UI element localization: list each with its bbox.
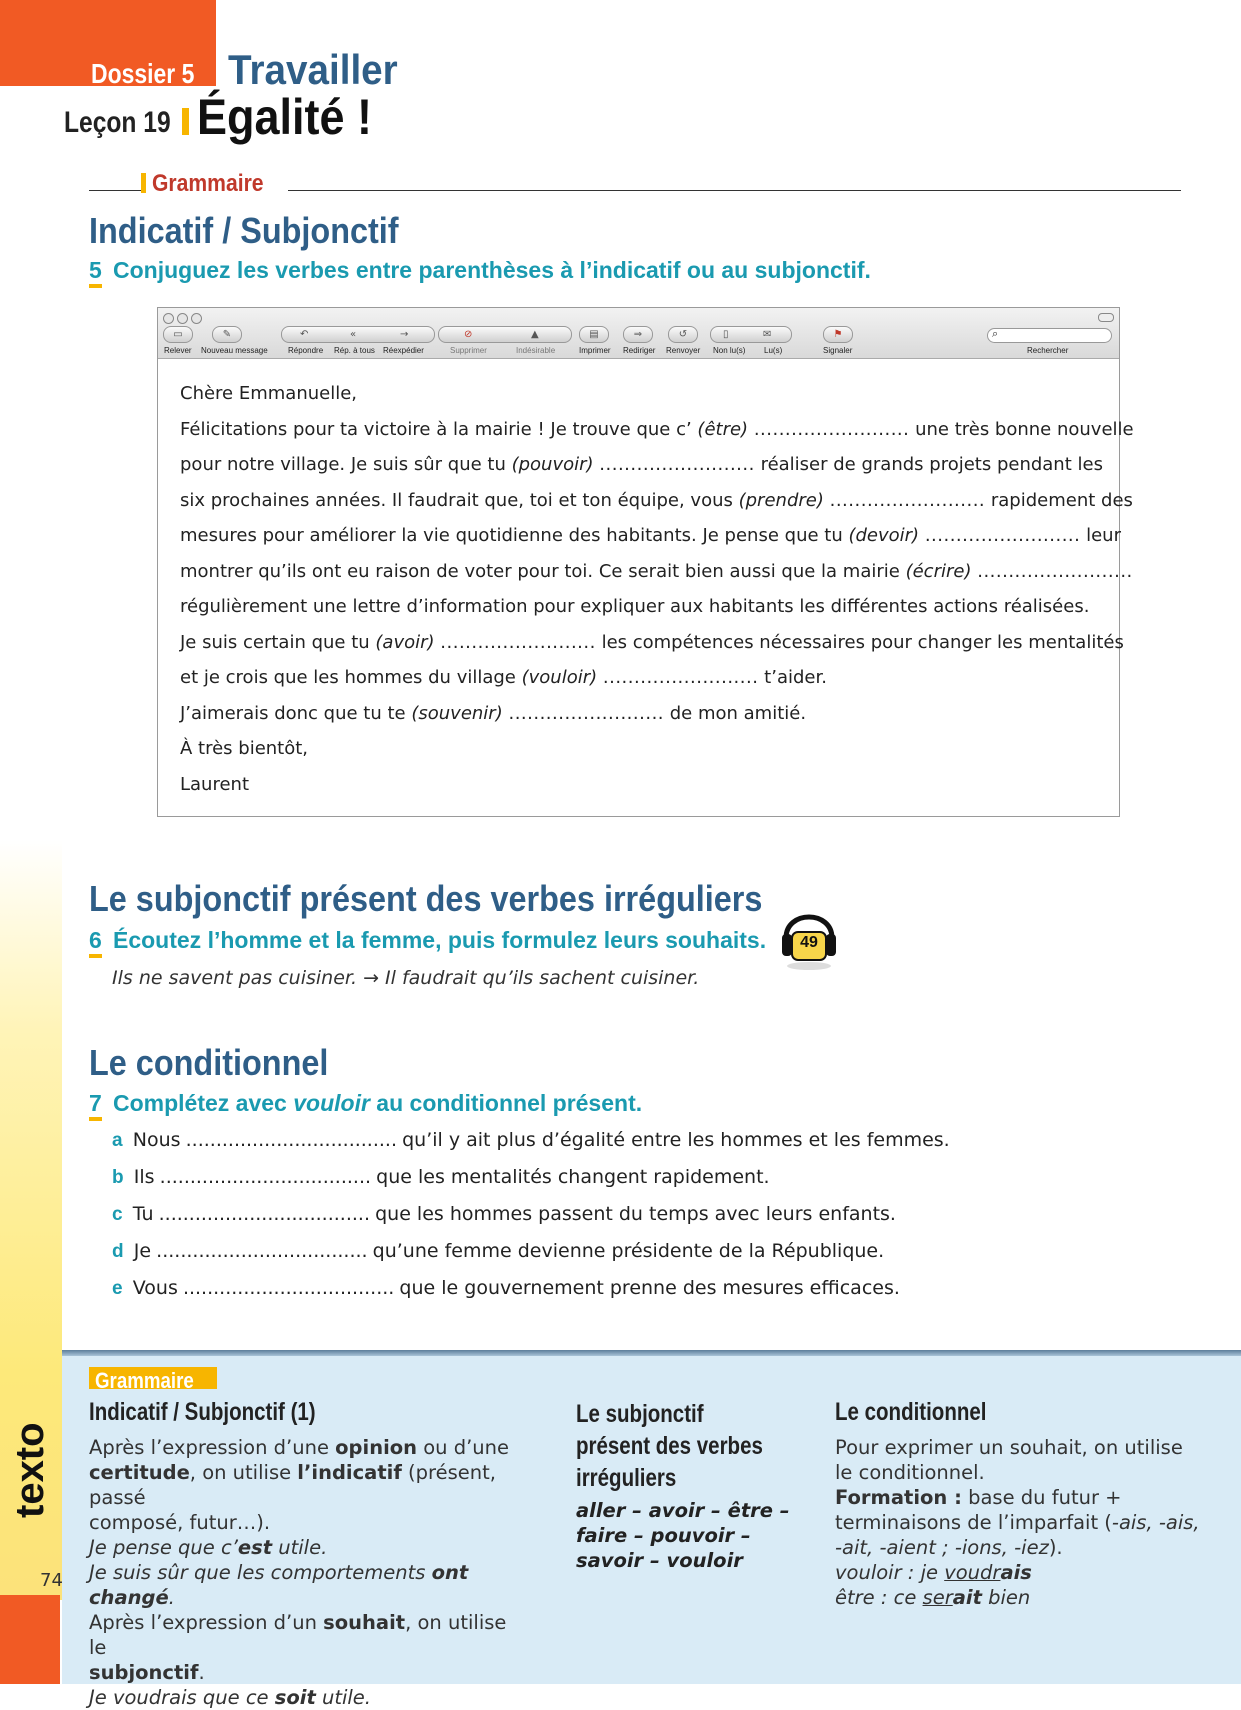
toolbar-label-reexpedier: Réexpédier xyxy=(383,346,424,355)
reply-group-button[interactable] xyxy=(281,326,435,343)
search-input[interactable] xyxy=(987,328,1112,343)
item-start: Nous xyxy=(132,1129,181,1151)
panel-example xyxy=(89,1535,529,1560)
lecon-separator xyxy=(182,108,189,135)
panel-col1-text xyxy=(89,1435,529,1710)
exercise-instruction-6: Écoutez l’homme et la femme, puis formulez leurs souhaits. xyxy=(113,927,767,953)
panel-col2-title-line: irréguliers xyxy=(576,1464,677,1492)
tag-rule-right xyxy=(288,190,1181,191)
mail-toolbar xyxy=(158,308,1119,359)
verb-hint: (écrire) xyxy=(905,560,972,582)
text-italic: utile. xyxy=(315,1686,371,1709)
text: rapidement des xyxy=(985,489,1133,511)
exercise-7-list xyxy=(112,1129,950,1314)
text: Après l’expression d’une xyxy=(89,1436,336,1459)
answer-blank[interactable]: ................................... xyxy=(182,1277,395,1299)
text: ). xyxy=(1048,1536,1063,1559)
toolbar-label-nouveau-message: Nouveau message xyxy=(201,346,268,355)
toolbar-label-relever: Relever xyxy=(164,346,192,355)
panel-col1-title: Indicatif / Subjonctif (1) xyxy=(89,1398,316,1426)
redirect-icon: ⇒ xyxy=(633,329,643,340)
text-bold: opinion xyxy=(335,1436,418,1459)
panel-line: Pour exprimer un souhait, on utilise xyxy=(835,1436,1183,1459)
renvoyer-button[interactable] xyxy=(668,326,698,343)
forward-icon: → xyxy=(400,329,409,340)
toolbar-label-renvoyer: Renvoyer xyxy=(666,346,701,355)
toolbar-label-rep-a-tous: Rép. à tous xyxy=(334,346,375,355)
panel-line xyxy=(89,1435,529,1460)
exercise-instruction-7 xyxy=(113,1090,642,1117)
list-item xyxy=(112,1166,950,1203)
text-bold: souhait xyxy=(323,1611,406,1634)
dossier-label: Dossier 5 xyxy=(91,58,195,89)
verb-hint: (vouloir) xyxy=(521,667,598,688)
compose-icon: ✎ xyxy=(222,329,232,340)
text: au conditionnel présent. xyxy=(369,1090,643,1116)
text: Je suis certain que tu xyxy=(180,631,376,653)
panel-col3-text xyxy=(835,1435,1205,1610)
list-item xyxy=(112,1277,950,1314)
dossier-title: Travailler xyxy=(228,46,398,93)
answer-blank[interactable]: ......................... xyxy=(508,702,665,724)
read-icon: ✉ xyxy=(763,329,772,340)
panel-col2-title-line: présent des verbes xyxy=(576,1432,763,1460)
list-item xyxy=(112,1203,950,1240)
delete-icon: ⊘ xyxy=(464,329,473,340)
exercise-number-underline xyxy=(89,954,102,958)
mail-line-3 xyxy=(180,483,1133,519)
text-italic: Je voudrais que ce xyxy=(89,1686,275,1709)
mail-line-5 xyxy=(180,554,1133,590)
mail-window xyxy=(157,307,1134,817)
text: , on utilise le xyxy=(89,1611,507,1659)
toolbar-label-repondre: Répondre xyxy=(288,346,324,355)
mail-signature: Laurent xyxy=(180,773,250,795)
verb-hint: (être) xyxy=(697,418,749,440)
panel-line: composé, futur…). xyxy=(89,1511,271,1534)
toolbar-label-imprimer: Imprimer xyxy=(579,346,611,355)
panel-line xyxy=(89,1610,529,1660)
text-italic: . xyxy=(168,1586,175,1609)
verb: vouloir xyxy=(293,1090,370,1116)
text-italic: -ais, -ais, xyxy=(1111,1511,1200,1534)
imprimer-button[interactable] xyxy=(579,326,609,343)
text-italic: utile. xyxy=(272,1536,328,1559)
text: terminaisons de l’imparfait ( xyxy=(835,1511,1112,1534)
item-end: que les hommes passent du temps avec leurs enfants. xyxy=(375,1203,896,1225)
verb-list-line: savoir – vouloir xyxy=(576,1549,743,1572)
panel-line xyxy=(835,1535,1205,1560)
item-letter: c xyxy=(112,1204,123,1225)
text: montrer qu’ils ont eu raison de voter pour toi. Ce serait bien aussi que la mairie xyxy=(180,560,906,582)
list-item xyxy=(112,1240,950,1277)
tag-rule-left xyxy=(89,190,142,191)
text: une très bonne nouvelle xyxy=(909,418,1134,440)
mail-line-1 xyxy=(180,412,1134,448)
text-bold: Formation : xyxy=(835,1486,962,1509)
lecon-label: Leçon 19 xyxy=(64,106,171,139)
mail-closing: À très bientôt, xyxy=(180,738,309,759)
panel-example xyxy=(89,1685,529,1710)
item-letter: b xyxy=(112,1167,124,1188)
text-bold: ont changé xyxy=(89,1561,469,1609)
text: Après l’expression d’un xyxy=(89,1611,324,1634)
flag-icon: ⚑ xyxy=(833,329,843,340)
item-end: que les mentalités changent rapidement. xyxy=(376,1166,770,1188)
text-bold: ait xyxy=(952,1586,982,1609)
panel-line: le conditionnel. xyxy=(835,1461,985,1484)
reply-icon: ↶ xyxy=(300,329,309,340)
window-minimize-icon[interactable] xyxy=(177,313,188,324)
item-start: Tu xyxy=(132,1203,154,1225)
answer-blank[interactable]: ......................... xyxy=(599,454,755,475)
window-close-icon[interactable] xyxy=(163,313,174,324)
section-title-subjonctif-irreguliers: Le subjonctif présent des verbes irréguliers xyxy=(89,878,763,919)
item-end: qu’une femme devienne présidente de la République. xyxy=(372,1240,885,1262)
text: (présent, passé xyxy=(89,1461,496,1509)
verb-hint: (pouvoir) xyxy=(511,454,594,475)
text-bold: l’indicatif xyxy=(297,1461,402,1484)
toolbar-label-rediriger: Rediriger xyxy=(623,346,656,355)
item-end: qu’il y ait plus d’égalité entre les hommes et les femmes. xyxy=(402,1129,950,1151)
text-bold: certitude xyxy=(89,1461,190,1484)
print-icon: ▤ xyxy=(589,329,599,340)
text: Félicitations pour ta victoire à la mairie ! Je trouve que c’ xyxy=(180,418,698,440)
item-start: Ils xyxy=(133,1166,155,1188)
mail-line-2 xyxy=(180,447,1105,483)
mail-line-6: régulièrement une lettre d’information pour expliquer aux habitants les différentes actions réalisées. xyxy=(180,596,1090,617)
section-tag: Grammaire xyxy=(152,170,264,197)
relever-button[interactable] xyxy=(163,326,193,343)
grammar-panel-border xyxy=(62,1350,1241,1356)
mail-line-7 xyxy=(180,625,1124,661)
text: J’aimerais donc que tu te xyxy=(180,702,412,724)
item-start: Je xyxy=(133,1240,152,1262)
answer-blank[interactable]: ................................... xyxy=(159,1166,372,1188)
toolbar-label-signaler: Signaler xyxy=(823,346,853,355)
mail-line-4 xyxy=(180,518,1121,554)
answer-blank[interactable]: ......................... xyxy=(753,418,910,440)
exercise-number-7: 7 xyxy=(89,1090,102,1116)
panel-line xyxy=(89,1660,529,1685)
page-title: Égalité ! xyxy=(197,89,373,145)
toolbar-label-rechercher: Rechercher xyxy=(1027,346,1069,355)
text: leur xyxy=(1080,525,1121,546)
text-bold: ais xyxy=(1000,1561,1032,1584)
text-italic: être : ce xyxy=(835,1586,923,1609)
panel-line xyxy=(835,1485,1205,1510)
toolbar-toggle-icon[interactable] xyxy=(1098,313,1114,322)
panel-col2-title xyxy=(576,1398,804,1494)
list-item xyxy=(112,1129,950,1166)
junk-icon: ▲ xyxy=(531,329,539,340)
panel-example xyxy=(835,1585,1205,1610)
grammar-panel-tag: Grammaire xyxy=(95,1368,194,1393)
inbox-icon: ▭ xyxy=(173,329,183,340)
verb-hint: (souvenir) xyxy=(411,702,503,724)
panel-col3-title: Le conditionnel xyxy=(835,1398,987,1426)
verb-hint: (avoir) xyxy=(375,631,435,653)
text: Complétez avec xyxy=(113,1090,294,1116)
panel-col2-title-line: Le subjonctif xyxy=(576,1400,704,1428)
answer-blank[interactable]: ......................... xyxy=(924,525,1081,546)
text: les compétences nécessaires pour changer les mentalités xyxy=(595,631,1124,653)
text-italic: bien xyxy=(981,1586,1031,1609)
answer-blank[interactable]: ......................... xyxy=(602,667,759,688)
text-bold: soit xyxy=(274,1686,316,1709)
answer-blank[interactable]: ................................... xyxy=(156,1240,368,1262)
window-zoom-icon[interactable] xyxy=(191,313,202,324)
text-italic: Je pense que c’ xyxy=(89,1536,238,1559)
tag-bar xyxy=(141,173,146,193)
verb-list-line: aller – avoir – être – xyxy=(576,1499,790,1522)
mail-line-9 xyxy=(180,696,1105,732)
verb-list-line: faire – pouvoir – xyxy=(576,1524,751,1547)
text: de mon amitié. xyxy=(664,702,807,724)
signaler-button[interactable] xyxy=(823,326,853,343)
read-status-group-button[interactable] xyxy=(710,326,792,343)
search-icon: ⌕ xyxy=(992,327,999,340)
page-number: 74 xyxy=(40,1570,63,1591)
nouveau-message-button[interactable] xyxy=(212,326,242,343)
text: pour notre village. Je suis sûr que tu xyxy=(180,454,512,475)
text-underlined: ser xyxy=(922,1586,953,1609)
text: base du futur + xyxy=(961,1486,1122,1509)
exercise-number-underline xyxy=(89,1117,102,1121)
item-letter: a xyxy=(112,1130,123,1151)
panel-col2-verbs xyxy=(576,1498,790,1573)
answer-blank[interactable]: ................................... xyxy=(158,1203,370,1225)
answer-blank[interactable]: ................................... xyxy=(185,1129,398,1151)
answer-blank[interactable]: ......................... xyxy=(977,560,1133,582)
text-bold: est xyxy=(237,1536,273,1559)
mail-greeting: Chère Emmanuelle, xyxy=(180,383,358,404)
panel-line xyxy=(835,1510,1205,1535)
verb-hint: (prendre) xyxy=(738,489,824,511)
item-letter: e xyxy=(112,1278,123,1299)
text: . xyxy=(198,1661,205,1684)
text: réaliser de grands projets pendant les xyxy=(754,454,1103,475)
toolbar-label-supprimer: Supprimer xyxy=(450,346,487,355)
item-letter: d xyxy=(112,1241,124,1262)
exercise-number-6: 6 xyxy=(89,927,102,953)
text: mesures pour améliorer la vie quotidienne des habitants. Je pense que tu xyxy=(180,525,849,546)
mail-line-8 xyxy=(180,660,1105,696)
rediriger-button[interactable] xyxy=(623,326,653,343)
text-bold: subjonctif xyxy=(89,1661,199,1684)
toolbar-label-non-lus: Non lu(s) xyxy=(713,346,746,355)
text-underlined: voudr xyxy=(944,1561,1001,1584)
toolbar-label-indesirable: Indésirable xyxy=(516,346,556,355)
exercise-number-underline xyxy=(89,284,102,288)
item-start: Vous xyxy=(132,1277,178,1299)
answer-blank[interactable]: ......................... xyxy=(829,489,986,511)
toolbar-label-lus: Lu(s) xyxy=(764,346,783,355)
section-title-indicatif: Indicatif / Subjonctif xyxy=(89,210,399,251)
text: , on utilise xyxy=(189,1461,298,1484)
track-number: 49 xyxy=(800,934,818,951)
exercise-example-6: Ils ne savent pas cuisiner. → Il faudrait qu’ils sachent cuisiner. xyxy=(112,967,700,989)
panel-line xyxy=(89,1460,529,1510)
section-title-conditionnel: Le conditionnel xyxy=(89,1042,329,1083)
text: t’aider. xyxy=(758,667,827,688)
text: ou d’une xyxy=(417,1436,510,1459)
unread-icon: ▯ xyxy=(723,329,729,340)
footer-orange-block xyxy=(0,1595,60,1684)
mail-body xyxy=(180,376,1134,802)
delete-group-button[interactable] xyxy=(438,326,572,343)
bounce-icon: ↺ xyxy=(678,329,688,340)
headphone-icon[interactable] xyxy=(780,898,838,972)
text: et je crois que les hommes du village xyxy=(180,667,522,688)
reply-all-icon: « xyxy=(350,329,357,340)
panel-example xyxy=(835,1560,1205,1585)
texto-logo: texto xyxy=(8,1422,52,1518)
exercise-number-5: 5 xyxy=(89,257,102,283)
text: six prochaines années. Il faudrait que, toi et ton équipe, vous xyxy=(180,489,739,511)
exercise-instruction-5: Conjuguez les verbes entre parenthèses à l’indicatif ou au subjonctif. xyxy=(113,257,871,283)
item-end: que le gouvernement prenne des mesures efficaces. xyxy=(399,1277,900,1299)
verb-hint: (devoir) xyxy=(848,525,920,546)
answer-blank[interactable]: ......................... xyxy=(440,631,596,653)
text-italic: Je suis sûr que les comportements xyxy=(89,1561,432,1584)
text-italic: -ait, -aient ; -ions, -iez xyxy=(835,1536,1049,1559)
text-italic: vouloir : je xyxy=(835,1561,945,1584)
panel-example xyxy=(89,1560,529,1610)
